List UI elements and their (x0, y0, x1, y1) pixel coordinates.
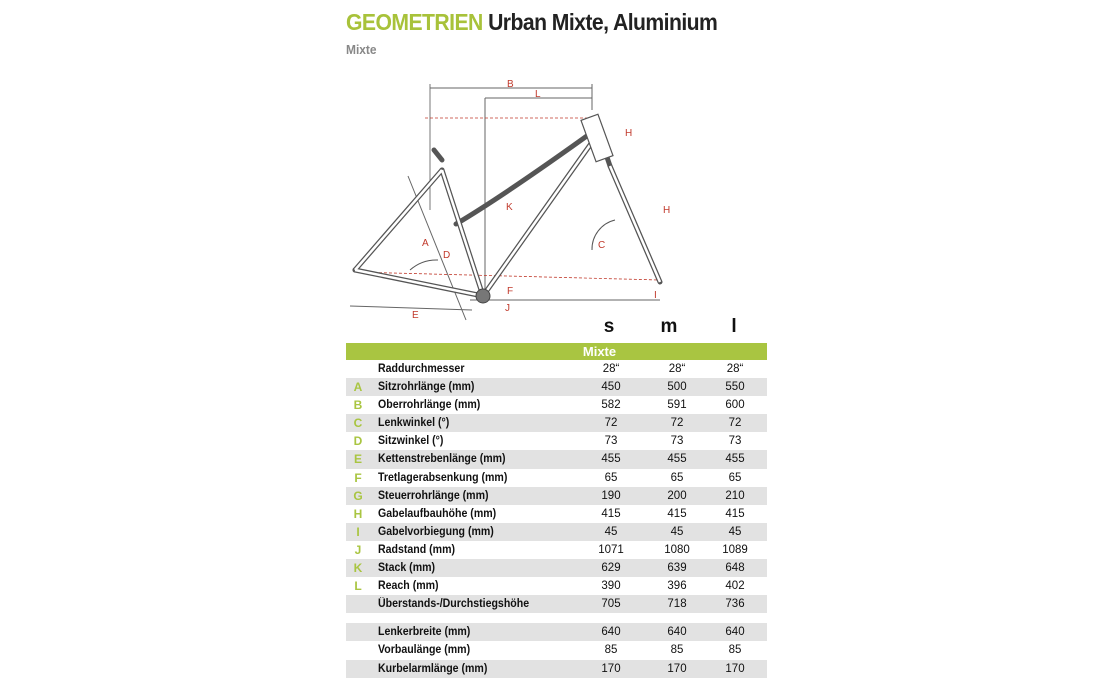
title-main: Urban Mixte, Aluminium (488, 9, 718, 35)
row-value-m: 639 (667, 562, 687, 575)
row-value-m: 1080 (664, 543, 690, 556)
dim-label-e: E (412, 310, 419, 321)
dim-label-i: I (654, 290, 657, 301)
row-label: Kettenstrebenlänge (mm) (378, 453, 506, 466)
row-letter: K (353, 561, 363, 576)
row-value-m: 170 (667, 662, 687, 675)
table-row (346, 360, 767, 378)
row-value-s: 450 (601, 381, 621, 394)
row-value-l: 85 (728, 644, 742, 657)
geometry-table (346, 343, 767, 678)
row-label: Oberrohrlänge (mm) (378, 399, 481, 412)
row-value-s: 65 (604, 471, 618, 484)
row-value-s: 640 (601, 626, 621, 639)
table-row (346, 469, 767, 487)
row-label: Sitzrohrlänge (mm) (378, 381, 475, 394)
row-letter: D (353, 434, 363, 449)
row-value-s: 629 (601, 562, 621, 575)
size-header-m: m (660, 316, 678, 337)
row-value-s: 1071 (598, 543, 624, 556)
row-value-l: 736 (725, 598, 745, 611)
row-value-l: 210 (725, 489, 745, 502)
table-spacer (346, 613, 767, 623)
row-letter: B (353, 398, 363, 413)
row-value-s: 415 (601, 507, 621, 520)
row-label: Radstand (mm) (378, 543, 456, 556)
row-value-m: 65 (670, 471, 684, 484)
row-label: Sitzwinkel (°) (378, 435, 444, 448)
table-row (346, 450, 767, 468)
row-label: Gabelvorbiegung (mm) (378, 525, 494, 538)
row-value-m: 500 (667, 381, 687, 394)
page-subtitle: Mixte (346, 42, 377, 57)
row-value-m: 396 (667, 580, 687, 593)
row-label: Kurbelarmlänge (mm) (378, 662, 488, 675)
table-row (346, 432, 767, 450)
table-row (346, 523, 767, 541)
row-value-s: 705 (601, 598, 621, 611)
row-value-m: 72 (670, 417, 684, 430)
row-label: Tretlagerabsenkung (mm) (378, 471, 508, 484)
row-value-s: 45 (604, 525, 618, 538)
row-value-m: 28“ (668, 363, 686, 375)
row-value-l: 72 (728, 417, 742, 430)
row-value-l: 640 (725, 626, 745, 639)
row-label: Stack (mm) (378, 562, 436, 575)
size-header-s: s (603, 316, 615, 337)
row-value-m: 718 (667, 598, 687, 611)
row-value-m: 415 (667, 507, 687, 520)
row-value-m: 591 (667, 399, 687, 412)
row-value-l: 45 (728, 525, 742, 538)
table-group-header: Mixte (346, 343, 767, 360)
row-letter: C (353, 416, 363, 431)
dim-label-h: H (663, 205, 671, 216)
row-value-m: 85 (670, 644, 684, 657)
row-value-l: 170 (725, 662, 745, 675)
row-label: Vorbaulänge (mm) (378, 644, 471, 657)
row-value-s: 85 (604, 644, 618, 657)
table-row (346, 641, 767, 659)
row-label: Raddurchmesser (378, 363, 465, 375)
row-value-l: 73 (728, 435, 742, 448)
row-letter: F (354, 470, 362, 485)
row-label: Gabelaufbauhöhe (mm) (378, 507, 497, 520)
row-value-l: 65 (728, 471, 742, 484)
row-value-s: 582 (601, 399, 621, 412)
row-value-s: 72 (604, 417, 618, 430)
dim-label-b: B (507, 79, 514, 90)
row-label: Reach (mm) (378, 580, 439, 593)
table-row (346, 541, 767, 559)
row-value-l: 648 (725, 562, 745, 575)
dim-label-a: A (422, 238, 429, 249)
row-value-m: 73 (670, 435, 684, 448)
row-label: Steuerrohrlänge (mm) (378, 489, 489, 502)
row-letter: E (353, 452, 362, 467)
row-value-l: 28“ (726, 363, 744, 375)
row-value-m: 200 (667, 489, 687, 502)
row-value-s: 390 (601, 580, 621, 593)
title-accent: GEOMETRIEN (346, 9, 483, 35)
row-value-m: 455 (667, 453, 687, 466)
row-label: Überstands-/Durchstiegshöhe (378, 598, 530, 611)
table-row (346, 505, 767, 523)
table-row (346, 595, 767, 613)
row-letter: H (353, 506, 363, 521)
row-value-l: 1089 (722, 543, 748, 556)
dim-label-h-top: H (625, 128, 633, 139)
row-letter: A (353, 380, 363, 395)
row-value-l: 415 (725, 507, 745, 520)
row-value-m: 45 (670, 525, 684, 538)
row-letter: J (354, 542, 362, 557)
row-value-l: 550 (725, 381, 745, 394)
row-value-l: 600 (725, 399, 745, 412)
row-value-s: 73 (604, 435, 618, 448)
table-body (346, 360, 767, 613)
dim-label-k: K (506, 202, 513, 213)
row-letter: G (353, 488, 363, 503)
table-row (346, 577, 767, 595)
table-row (346, 660, 767, 678)
table-row (346, 378, 767, 396)
table-row (346, 559, 767, 577)
row-value-l: 455 (725, 453, 745, 466)
row-value-s: 190 (601, 489, 621, 502)
row-value-s: 170 (601, 662, 621, 675)
row-value-l: 402 (725, 580, 745, 593)
table-row (346, 487, 767, 505)
row-label: Lenkwinkel (°) (378, 417, 450, 430)
row-value-s: 455 (601, 453, 621, 466)
table-row (346, 623, 767, 641)
dim-label-c: C (598, 240, 606, 251)
dim-label-l: L (535, 89, 541, 100)
table-row (346, 414, 767, 432)
row-letter: L (354, 579, 362, 594)
dim-label-d: D (443, 250, 451, 261)
table-extra-body (346, 623, 767, 677)
dim-label-j: J (505, 303, 510, 314)
table-row (346, 396, 767, 414)
dim-label-f: F (507, 286, 514, 297)
row-value-m: 640 (667, 626, 687, 639)
row-label: Lenkerbreite (mm) (378, 626, 471, 639)
row-letter: I (356, 524, 360, 539)
row-value-s: 28“ (602, 363, 620, 375)
size-header-l: l (731, 316, 737, 337)
bike-geometry-diagram (330, 70, 690, 330)
page-title (346, 9, 717, 36)
